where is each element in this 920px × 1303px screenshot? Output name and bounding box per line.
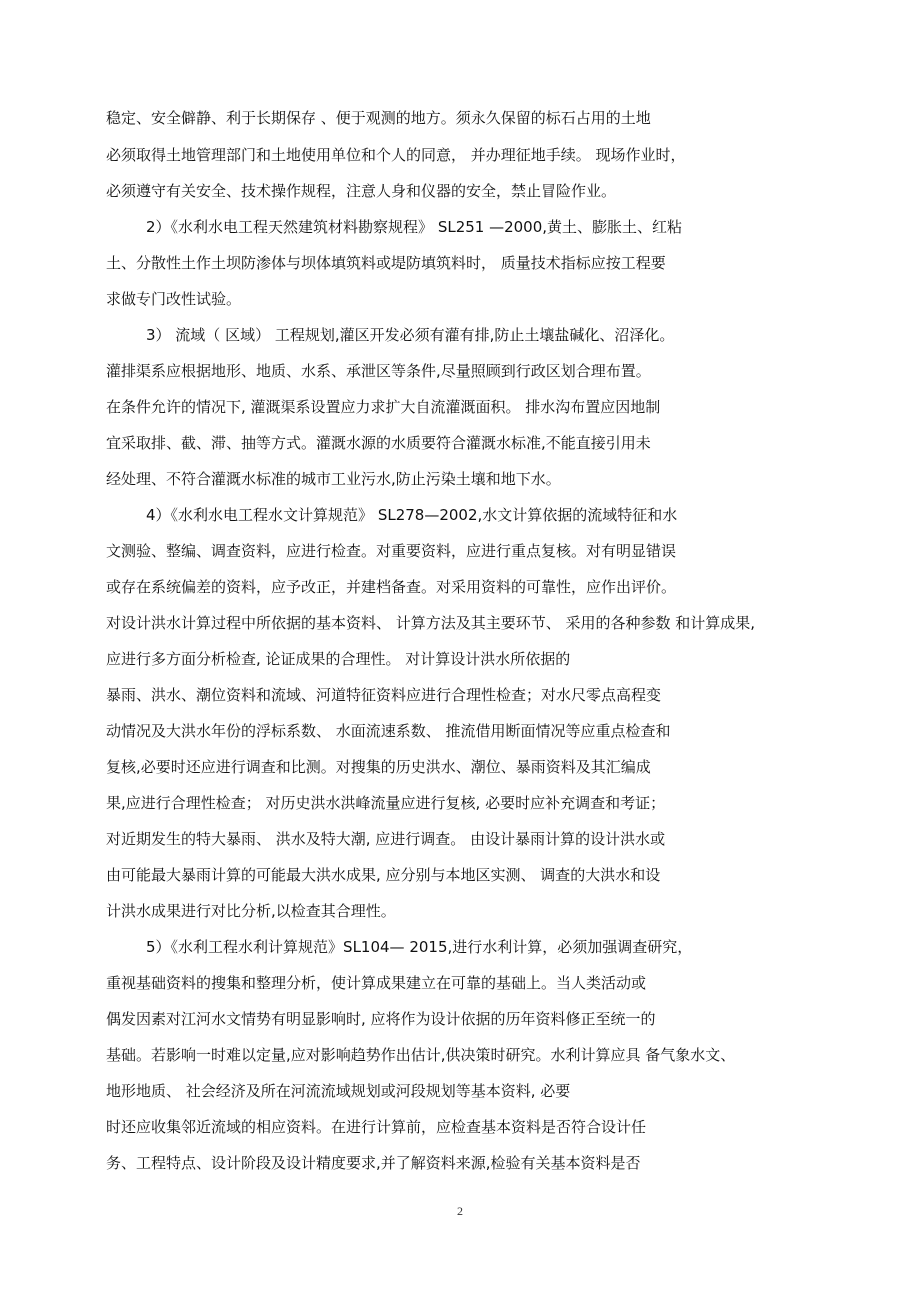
text-line: 文测验、整编、调查资料，应进行检查。对重要资料，应进行重点复核。对有明显错误	[106, 542, 677, 560]
text-line: 必须遵守有关安全、技术操作规程，注意人身和仪器的安全，禁止冒险作业。	[106, 182, 617, 200]
page-number: 2	[457, 1204, 463, 1218]
text-line: 动情况及大洪水年份的浮标系数、 水面流速系数、 推流借用断面情况等应重点检查和	[106, 722, 671, 740]
text-line: 求做专门改性试验。	[106, 290, 242, 308]
text-line: 暴雨、洪水、潮位资料和流域、河道特征资料应进行合理性检查；对水尺零点高程变	[106, 686, 662, 704]
text-line: 5）《水利工程水利计算规范》SL104— 2015,进行水利计算，必须加强调查研究，	[146, 938, 693, 956]
text-line: 务、工程特点、设计阶段及设计精度要求,并了解资料来源,检验有关基本资料是否	[106, 1154, 641, 1172]
text-line: 经处理、不符合灌溉水标准的城市工业污水,防止污染土壤和地下水。	[106, 470, 561, 488]
text-line: 基础。若影响一时难以定量,应对影响趋势作出估计,供决策时研究。水利计算应具 备气象水文、	[106, 1046, 736, 1064]
text-line: 地形地质、 社会经济及所在河流流域规划或河段规划等基本资料, 必要	[106, 1082, 571, 1100]
text-line: 果,应进行合理性检查； 对历史洪水洪峰流量应进行复核, 必要时应补充调查和考证；	[106, 794, 666, 812]
text-line: 必须取得土地管理部门和土地使用单位和个人的同意， 并办理征地手续。 现场作业时，	[106, 146, 686, 164]
text-line: 或存在系统偏差的资料，应予改正，并建档备查。对采用资料的可靠性，应作出评价。	[106, 578, 677, 596]
text-line: 灌排渠系应根据地形、地质、水系、承泄区等条件,尽量照顾到行政区划合理布置。	[106, 362, 651, 380]
text-line: 时还应收集邻近流域的相应资料。在进行计算前，应检查基本资料是否符合设计任	[106, 1118, 647, 1136]
text-line: 偶发因素对江河水文情势有明显影响时, 应将作为设计依据的历年资料修正至统一的	[106, 1010, 656, 1028]
text-line: 对近期发生的特大暴雨、 洪水及特大潮, 应进行调查。 由设计暴雨计算的设计洪水或	[106, 830, 666, 848]
text-line: 土、分散性土作土坝防渗体与坝体填筑料或堤防填筑料时， 质量技术指标应按工程要	[106, 254, 666, 272]
text-line: 稳定、安全僻静、利于长期保存 、便于观测的地方。须永久保留的标石占用的土地	[106, 109, 651, 127]
text-line: 宜采取排、截、滞、抽等方式。灌溉水源的水质要符合灌溉水标准,不能直接引用未	[106, 434, 651, 452]
text-line: 对设计洪水计算过程中所依据的基本资料、 计算方法及其主要环节、 采用的各种参数 和计算成果,	[106, 614, 756, 632]
text-line: 2）《水利水电工程天然建筑材料勘察规程》 SL251 —2000,黄土、膨胀土、红粘	[146, 218, 683, 236]
text-line: 在条件允许的情况下, 灌溉渠系设置应力求扩大自流灌溉面积。 排水沟布置应因地制	[106, 398, 661, 416]
text-line: 计洪水成果进行对比分析,以检查其合理性。	[106, 902, 396, 920]
text-line: 3） 流域（ 区域） 工程规划,灌区开发必须有灌有排,防止土壤盐碱化、沼泽化。	[146, 326, 675, 344]
text-line: 重视基础资料的搜集和整理分析，使计算成果建立在可靠的基础上。当人类活动或	[106, 974, 647, 992]
text-line: 应进行多方面分析检查, 论证成果的合理性。 对计算设计洪水所依据的	[106, 650, 571, 668]
text-line: 复核,必要时还应进行调查和比测。对搜集的历史洪水、潮位、暴雨资料及其汇编成	[106, 758, 651, 776]
text-line: 4）《水利水电工程水文计算规范》 SL278—2002,水文计算依据的流域特征和水	[146, 506, 678, 524]
text-line: 由可能最大暴雨计算的可能最大洪水成果, 应分别与本地区实测、 调查的大洪水和设	[106, 866, 661, 884]
